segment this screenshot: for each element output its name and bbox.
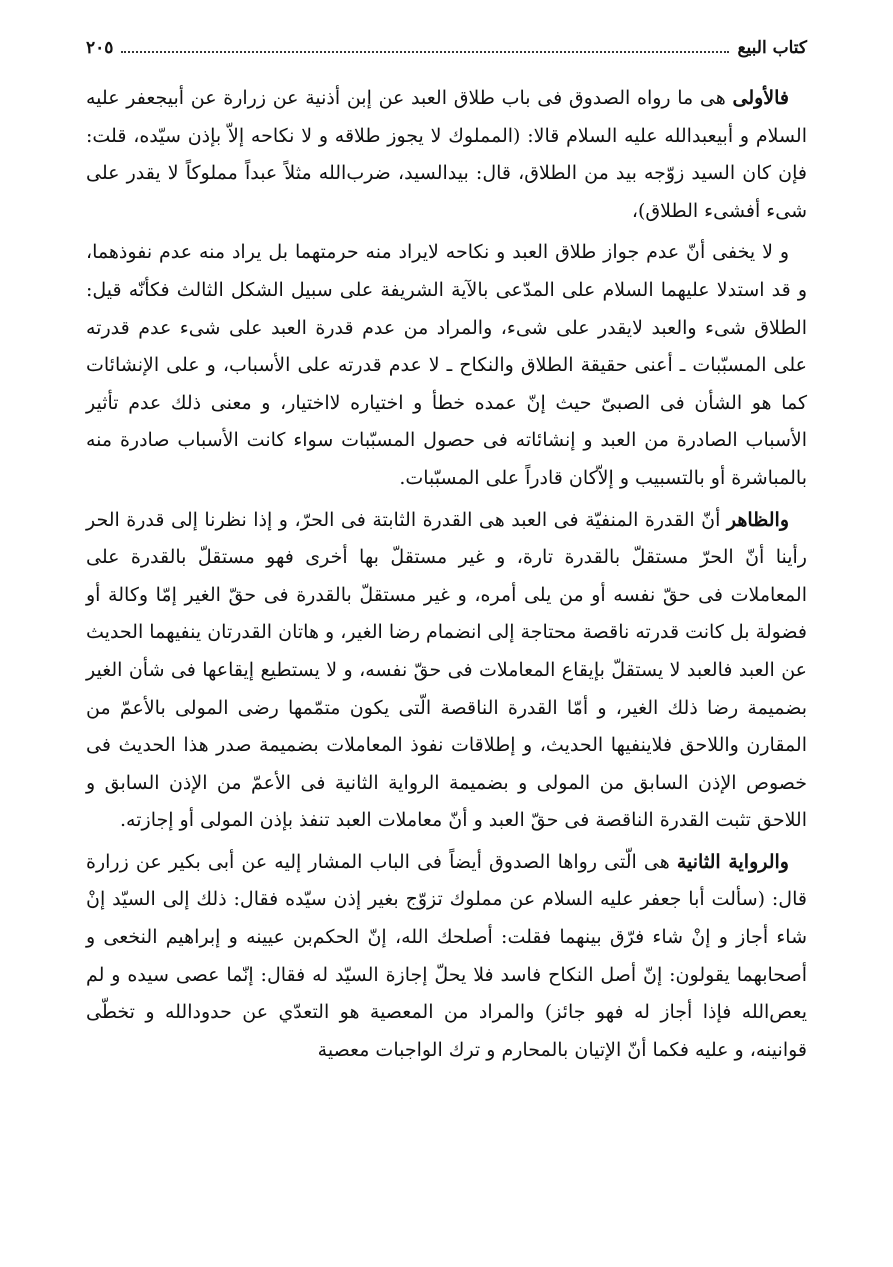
paragraph-text: هى ما رواه الصدوق فى باب طلاق العبد عن إبن أذنية عن زرارة عن أبيجعفر عليه السلام و أبيعبدالله عليه السلام قالا: (المملوك لا يجوز طلاقه و لا نكاحه إلاّ بإذن سيّده، قلت: فإن كان السيد زوّجه بيد من الطلاق، قال: بيدالسيد، ضرب‌الله مثلاً عبداً مملوكاً لا يقدر على شىء أفشىء الطلاق)، [86, 87, 807, 222]
page-number: ٢٠٥ [86, 38, 114, 58]
paragraph-lead: والظاهر [726, 508, 789, 531]
book-title: كتاب البيع [737, 38, 807, 58]
paragraph-text: أنّ القدرة المنفيّة فى العبد هى القدرة الثابتة فى الحرّ، و إذا نظرنا إلى قدرة الحر رأينا أنّ الحرّ مستقلّ بالقدرة تارة، و غير مستقلّ بها أخرى فهو مستقلّ بالقدرة على المعاملات فى حقّ نفسه أو من يلى أمره، و غير مستقلّ بالقدرة فى حقّ الغير إمّا وكالة أو فضولة بل كانت قدرته ناقصة محتاجة إلى انضمام رضا الغير، و هاتان القدرتان ينفيهما الحديث عن العبد فالعبد لا يستقلّ بإيقاع المعاملات فى حقّ نفسه، و لا يستطيع إيقاعها فى شأن الغير بضميمة رضا ذلك الغير، و أمّا القدرة الناقصة الّتى يكون متمّمها رضى المولى بالأعمّ من المقارن واللاحق فلاينفيها الحديث، و إطلاقات نفوذ المعاملات بضميمة صدر هذا الحديث فى خصوص الإذن السابق من المولى و بضميمة الرواية الثانية فى الأعمّ من الإذن السابق و اللاحق تثبت القدرة الناقصة فى حقّ العبد و أنّ معاملات العبد تنفذ بإذن المولى أو إجازته. [86, 508, 807, 832]
paragraph-text: و لا يخفى أنّ عدم جواز طلاق العبد و نكاحه لايراد منه حرمتهما بل يراد منه عدم نفوذهما، و قد استدلا عليهما السلام على المدّعى بالآية الشريفة على سبيل الشكل الثالث فكأنّه قيل: الطلاق شىء والعبد لايقدر على شىء، والمراد من عدم قدرة العبد على شىء عدم قدرته على المسبّبات ـ أعنى حقيقة الطلاق والنكاح ـ لا عدم قدرته على الأسباب، و على الإنشائات كما هو الشأن فى الصبىّ حيث إنّ عمده خطأ و اختياره لااختيار، و معنى ذلك عدم تأثير الأسباب الصادرة من العبد و إنشائاته فى حصول المسبّبات سواء كانت الأسباب صادرة منه بالمباشرة أو بالتسبيب و إلاّكان قادراً على المسبّبات. [86, 241, 807, 489]
paragraph-1 [86, 80, 807, 230]
paragraph-text: هى الّتى رواها الصدوق أيضاً فى الباب المشار إليه عن أبى بكير عن زرارة قال: (سألت أبا جعفر عليه السلام عن مملوك تزوّج بغير إذن سيّده فقال: ذلك إلى السيّد إنْ شاء أجاز و إنْ شاء فرّق بينهما فقلت: أصلحك الله، إنّ الحكم‌بن عيينه و إبراهيم النخعى و أصحابهما يقولون: إنّ أصل النكاح فاسد فلا يحلّ إجازة السيّد له فقال: إنّما عصى سيده و لم يعص‌الله فإذا أجاز له فهو جائز) والمراد من المعصية هو التعدّي عن حدودالله و تخطّى قوانينه، و عليه فكما أنّ الإتيان بالمحارم و ترك الواجبات معصية [86, 850, 807, 1061]
body-text [86, 80, 807, 1073]
running-header [86, 34, 807, 62]
paragraph-3 [86, 502, 807, 840]
paragraph-lead: فالأولى [732, 87, 789, 109]
leader-dots [121, 51, 729, 53]
paragraph-2 [86, 234, 807, 497]
paragraph-lead: والرواية الثانية [676, 850, 789, 873]
paragraph-4 [86, 844, 807, 1070]
